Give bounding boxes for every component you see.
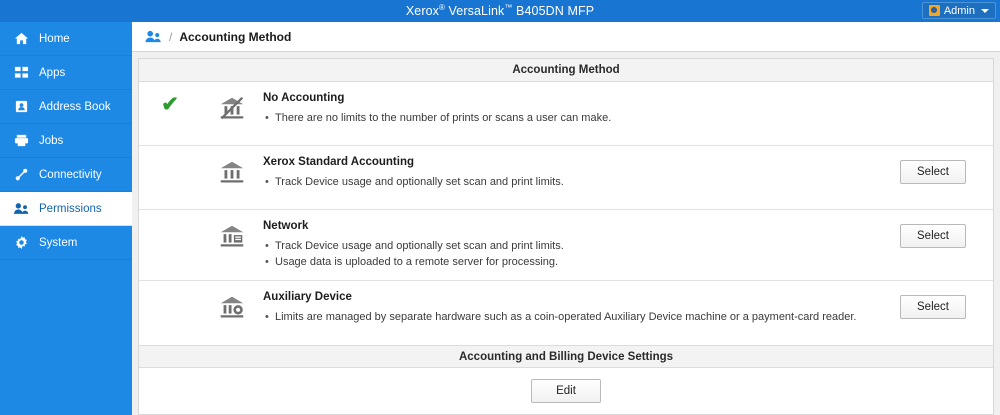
option-row-network[interactable] xyxy=(139,210,993,281)
option-title: Auxiliary Device xyxy=(263,291,352,303)
settings-panel xyxy=(132,52,1000,415)
option-text-cell xyxy=(263,92,873,126)
no-accounting-icon xyxy=(217,93,247,128)
selected-indicator-cell xyxy=(139,92,201,114)
admin-label: Admin xyxy=(943,4,975,17)
address-book-icon xyxy=(13,99,29,115)
sidebar-item-label: System xyxy=(39,236,78,249)
content-area xyxy=(132,22,1000,415)
product-model: B405DN MFP xyxy=(512,4,595,19)
product-brand: Xerox xyxy=(405,4,439,19)
option-bullets xyxy=(263,238,861,270)
sidebar-item-label: Jobs xyxy=(39,134,64,147)
body xyxy=(0,22,1000,415)
sidebar-item-label: Permissions xyxy=(39,202,102,215)
option-title: Network xyxy=(263,220,309,232)
option-action-cell xyxy=(873,92,993,96)
option-text-cell xyxy=(263,156,873,190)
sidebar-item-label: Apps xyxy=(39,66,66,79)
auxiliary-device-icon xyxy=(217,292,247,327)
check-icon: ✔ xyxy=(161,93,179,116)
sidebar-item-address-book[interactable] xyxy=(0,90,132,124)
permissions-user-icon xyxy=(13,201,29,217)
option-bullet: • Limits are managed by separate hardware such as a coin-operated Auxiliary Device machine or a payment-card reader. xyxy=(263,309,861,325)
select-button-network[interactable]: Select xyxy=(900,224,966,248)
jobs-printer-icon xyxy=(13,133,29,149)
apps-grid-icon xyxy=(13,65,29,81)
option-bullet: • Track Device usage and optionally set scan and print limits. xyxy=(263,174,861,190)
option-bullets xyxy=(263,309,861,325)
sidebar-item-apps[interactable] xyxy=(0,56,132,90)
section-header-accounting-billing-device-settings: Accounting and Billing Device Settings xyxy=(139,345,993,368)
network-building-icon xyxy=(217,221,247,256)
accounting-method-card xyxy=(138,58,994,415)
breadcrumb xyxy=(132,22,1000,52)
option-action-cell xyxy=(873,291,993,319)
sidebar-item-system[interactable] xyxy=(0,226,132,260)
option-action-cell xyxy=(873,156,993,184)
sidebar xyxy=(0,22,132,415)
sidebar-item-label: Address Book xyxy=(39,100,111,113)
connectivity-icon xyxy=(13,167,29,183)
option-icon-cell xyxy=(201,220,263,256)
option-row-xerox-standard-accounting[interactable] xyxy=(139,146,993,210)
sidebar-item-label: Connectivity xyxy=(39,168,102,181)
home-icon xyxy=(13,31,29,47)
option-icon-cell xyxy=(201,92,263,128)
sidebar-item-connectivity[interactable] xyxy=(0,158,132,192)
avatar xyxy=(929,5,940,16)
option-bullet: • Usage data is uploaded to a remote server for processing. xyxy=(263,254,861,270)
option-text-cell xyxy=(263,220,873,270)
option-bullet: • Track Device usage and optionally set scan and print limits. xyxy=(263,238,861,254)
selected-indicator-cell xyxy=(139,220,201,224)
admin-menu-button[interactable] xyxy=(922,2,996,19)
selected-indicator-cell xyxy=(139,156,201,160)
option-title: No Accounting xyxy=(263,92,345,104)
page-title xyxy=(406,3,594,18)
select-button-auxiliary-device[interactable]: Select xyxy=(900,295,966,319)
trademark-mark: ™ xyxy=(504,3,513,13)
select-button-xerox-standard-accounting[interactable]: Select xyxy=(900,160,966,184)
title-bar xyxy=(0,0,1000,22)
sidebar-item-label: Home xyxy=(39,32,70,45)
gear-icon xyxy=(13,235,29,251)
product-line: VersaLink xyxy=(444,4,505,19)
option-title: Xerox Standard Accounting xyxy=(263,156,415,168)
option-icon-cell xyxy=(201,156,263,192)
bank-building-icon xyxy=(217,157,247,192)
edit-bar xyxy=(139,368,993,414)
breadcrumb-separator: / xyxy=(169,29,173,44)
option-bullets xyxy=(263,174,861,190)
option-bullet: • There are no limits to the number of prints or scans a user can make. xyxy=(263,110,861,126)
option-row-auxiliary-device[interactable] xyxy=(139,281,993,345)
option-row-no-accounting[interactable] xyxy=(139,82,993,146)
option-bullets xyxy=(263,110,861,126)
sidebar-item-home[interactable] xyxy=(0,22,132,56)
breadcrumb-current: Accounting Method xyxy=(179,29,292,44)
option-text-cell xyxy=(263,291,873,325)
permissions-user-icon xyxy=(144,29,162,44)
selected-indicator-cell xyxy=(139,291,201,295)
edit-button[interactable]: Edit xyxy=(531,379,601,403)
sidebar-item-permissions[interactable] xyxy=(0,192,132,226)
registered-mark: ® xyxy=(438,3,445,13)
sidebar-item-jobs[interactable] xyxy=(0,124,132,158)
section-header-accounting-method: Accounting Method xyxy=(139,59,993,82)
chevron-down-icon xyxy=(981,9,989,13)
option-icon-cell xyxy=(201,291,263,327)
option-action-cell xyxy=(873,220,993,248)
